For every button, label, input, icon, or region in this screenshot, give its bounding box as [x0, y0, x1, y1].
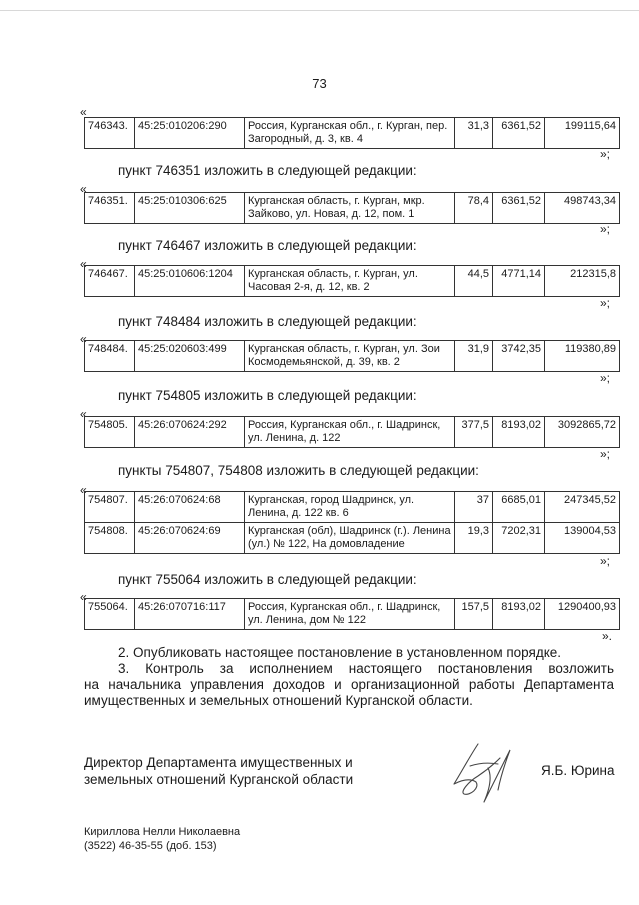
cadastral-number: 45:26:070624:292: [135, 417, 245, 448]
area: 37: [455, 492, 493, 523]
close-quote: »;: [600, 447, 611, 461]
property-table: [84, 117, 620, 149]
amendment-header: пункт 754805 изложить в следующей редакции:: [118, 388, 417, 403]
table-row: [85, 523, 620, 554]
item-number: 754807.: [85, 492, 135, 523]
address: Курганская (обл), Шадринск (г.). Ленина (ул.) № 122, На домовладение: [245, 523, 455, 554]
signatory-title-line-1: Директор Департамента имущественных и: [84, 755, 353, 770]
signatory-name: Я.Б. Юрина: [541, 763, 615, 778]
open-quote: «: [80, 182, 87, 196]
amendment-header: пункт 746467 изложить в следующей редакции:: [118, 238, 417, 253]
amendment-header: пункт 755064 изложить в следующей редакции:: [118, 572, 417, 587]
paragraph-3-line-2: на начальника управления доходов и организационной работы Департамента: [84, 677, 614, 692]
cadastral-number: 45:25:020603:499: [135, 341, 245, 372]
signatory-title-line-2: земельных отношений Курганской области: [84, 772, 354, 787]
area: 78,4: [455, 193, 493, 224]
unit-price: 6361,52: [493, 193, 545, 224]
close-quote: »;: [600, 147, 611, 161]
unit-price: 8193,02: [493, 599, 545, 630]
handwritten-signature: [440, 736, 530, 816]
property-table: [84, 192, 620, 224]
table-row: [85, 599, 620, 630]
cadastral-number: 45:25:010606:1204: [135, 266, 245, 297]
open-quote: «: [80, 105, 87, 119]
unit-price: 3742,35: [493, 341, 545, 372]
total-value: 1290400,93: [545, 599, 620, 630]
page-number: 73: [312, 76, 327, 91]
address: Россия, Курганская обл., г. Курган, пер. Загородный, д. 3, кв. 4: [245, 118, 455, 149]
amendment-header: пункт 746351 изложить в следующей редакции:: [118, 163, 417, 178]
amendment-header: пункты 754807, 754808 изложить в следующей редакции:: [118, 463, 479, 478]
address: Россия, Курганская обл., г. Шадринск, ул. Ленина, д. 122: [245, 417, 455, 448]
paragraph-2: 2. Опубликовать настоящее постановление в установленном порядке.: [118, 645, 562, 660]
total-value: 247345,52: [545, 492, 620, 523]
unit-price: 8193,02: [493, 417, 545, 448]
table-row: [85, 266, 620, 297]
total-value: 498743,34: [545, 193, 620, 224]
signatory-title: [84, 754, 353, 788]
open-quote: «: [80, 407, 87, 421]
property-table: [84, 416, 620, 448]
area: 157,5: [455, 599, 493, 630]
table-row: [85, 118, 620, 149]
table-row: [85, 193, 620, 224]
property-table: [84, 491, 620, 554]
item-number: 755064.: [85, 599, 135, 630]
close-quote: »;: [600, 222, 611, 236]
close-quote: »;: [600, 296, 611, 310]
area: 19,3: [455, 523, 493, 554]
open-quote: «: [80, 483, 87, 497]
open-quote: «: [80, 590, 87, 604]
property-table: [84, 598, 620, 630]
total-value: 139004,53: [545, 523, 620, 554]
address: Курганская область, г. Курган, мкр. Зайково, ул. Новая, д. 12, пом. 1: [245, 193, 455, 224]
item-number: 754805.: [85, 417, 135, 448]
cadastral-number: 45:26:070624:69: [135, 523, 245, 554]
address: Курганская область, г. Курган, ул. Часовая 2-я, д. 12, кв. 2: [245, 266, 455, 297]
executor-phone: (3522) 46-35-55 (доб. 153): [84, 840, 217, 852]
area: 31,3: [455, 118, 493, 149]
total-value: 199115,64: [545, 118, 620, 149]
cadastral-number: 45:25:010206:290: [135, 118, 245, 149]
unit-price: 6685,01: [493, 492, 545, 523]
table-row: [85, 417, 620, 448]
close-quote: »;: [600, 554, 611, 568]
open-quote: «: [80, 332, 87, 346]
cadastral-number: 45:26:070716:117: [135, 599, 245, 630]
table-row: [85, 341, 620, 372]
property-table: [84, 265, 620, 297]
open-quote: «: [80, 257, 87, 271]
cadastral-number: 45:25:010306:625: [135, 193, 245, 224]
table-row: [85, 492, 620, 523]
close-quote: »;: [600, 371, 611, 385]
close-quote: ».: [602, 629, 613, 643]
page-top-rule: [0, 10, 639, 11]
area: 377,5: [455, 417, 493, 448]
item-number: 746351.: [85, 193, 135, 224]
executor-name: Кириллова Нелли Николаевна: [84, 826, 241, 838]
unit-price: 6361,52: [493, 118, 545, 149]
unit-price: 7202,31: [493, 523, 545, 554]
cadastral-number: 45:26:070624:68: [135, 492, 245, 523]
address: Курганская, город Шадринск, ул. Ленина, д. 122 кв. 6: [245, 492, 455, 523]
area: 31,9: [455, 341, 493, 372]
item-number: 746467.: [85, 266, 135, 297]
total-value: 119380,89: [545, 341, 620, 372]
area: 44,5: [455, 266, 493, 297]
address: Курганская область, г. Курган, ул. Зои Космодемьянской, д. 39, кв. 2: [245, 341, 455, 372]
property-table: [84, 340, 620, 372]
item-number: 754808.: [85, 523, 135, 554]
unit-price: 4771,14: [493, 266, 545, 297]
total-value: 212315,8: [545, 266, 620, 297]
item-number: 748484.: [85, 341, 135, 372]
total-value: 3092865,72: [545, 417, 620, 448]
amendment-header: пункт 748484 изложить в следующей редакции:: [118, 314, 417, 329]
paragraph-3-line-3: имущественных и земельных отношений Курганской области.: [84, 693, 473, 708]
address: Россия, Курганская обл., г. Шадринск, ул. Ленина, дом № 122: [245, 599, 455, 630]
paragraph-3-line-1: 3. Контроль за исполнением настоящего постановления возложить: [118, 661, 614, 676]
item-number: 746343.: [85, 118, 135, 149]
executor-info: [84, 825, 240, 853]
